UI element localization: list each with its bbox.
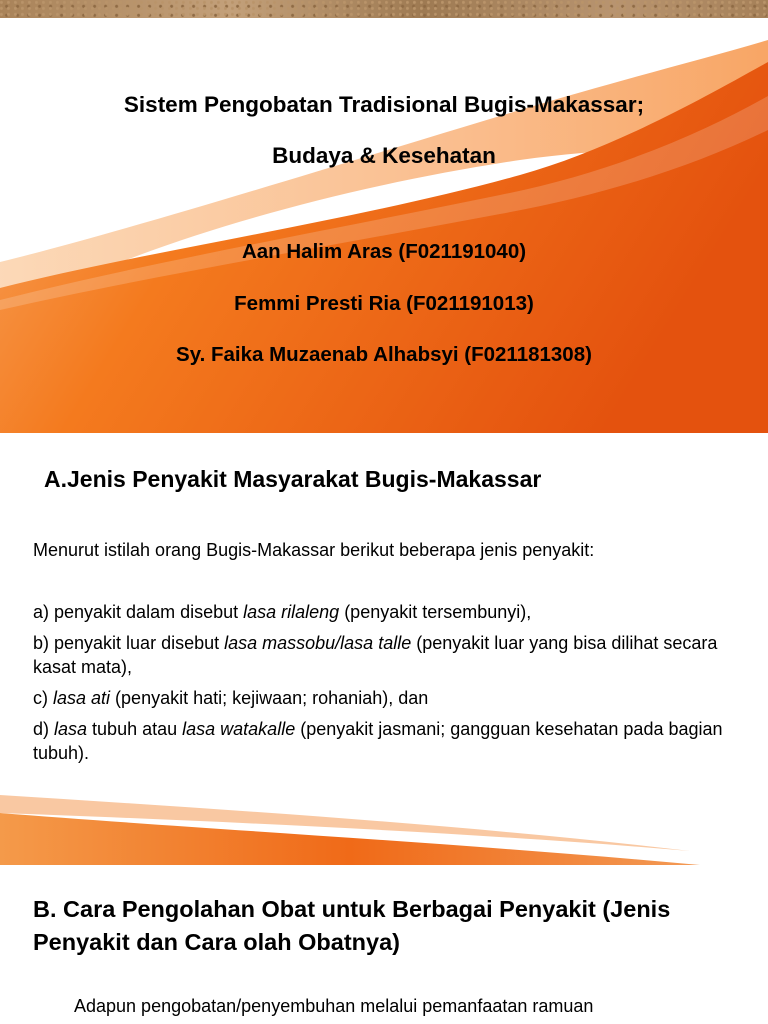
- section-b-body: Adapun pengobatan/penyembuhan melalui pemanfaatan ramuan: [74, 996, 594, 1016]
- section-b-heading: B. Cara Pengolahan Obat untuk Berbagai Penyakit (Jenis Penyakit dan Cara olah Obatnya): [33, 896, 671, 955]
- list-item-a: [33, 600, 743, 624]
- item-d-term-1: lasa: [54, 719, 88, 739]
- slide-medicine-processing: [0, 865, 768, 1024]
- list-item-c: [33, 686, 743, 710]
- author-2: Femmi Presti Ria (F021191013): [234, 292, 534, 315]
- author-3: Sy. Faika Muzaenab Alhabsyi (F021181308): [176, 343, 592, 366]
- item-d-desc: (penyakit jasmani; gangguan kesehatan pada bagian tubuh).: [33, 719, 723, 763]
- item-c-text: c): [33, 688, 53, 708]
- item-b-text: b) penyakit luar disebut: [33, 633, 225, 653]
- item-b-term: lasa massobu/lasa talle: [224, 633, 412, 653]
- slide-disease-types: [0, 433, 768, 865]
- list-item-d: [33, 717, 743, 765]
- item-a-desc: (penyakit tersembunyi),: [339, 602, 532, 622]
- title-line-2: Budaya & Kesehatan: [272, 143, 496, 168]
- title-line-1: Sistem Pengobatan Tradisional Bugis-Makassar;: [123, 92, 645, 117]
- item-c-term: lasa ati: [53, 688, 111, 708]
- item-d-text: d): [33, 719, 55, 739]
- item-a-text: a) penyakit dalam disebut: [33, 602, 244, 622]
- slide-title: [0, 0, 768, 433]
- author-1: Aan Halim Aras (F021191040): [241, 240, 527, 263]
- item-d-term-2: lasa watakalle: [182, 719, 296, 739]
- item-a-term: lasa rilaleng: [243, 602, 340, 622]
- item-c-desc: (penyakit hati; kejiwaan; rohaniah), dan: [110, 688, 429, 708]
- section-a-heading: A.Jenis Penyakit Masyarakat Bugis-Makassar: [44, 466, 542, 492]
- item-d-mid: tubuh atau: [87, 719, 183, 739]
- orange-wave-background: [0, 0, 768, 433]
- disease-list: [33, 600, 743, 772]
- intro-text: Menurut istilah orang Bugis-Makassar berikut beberapa jenis penyakit:: [33, 540, 595, 560]
- list-item-b: [33, 631, 743, 679]
- item-b-desc: (penyakit luar yang bisa dilihat secara kasat mata),: [33, 633, 718, 677]
